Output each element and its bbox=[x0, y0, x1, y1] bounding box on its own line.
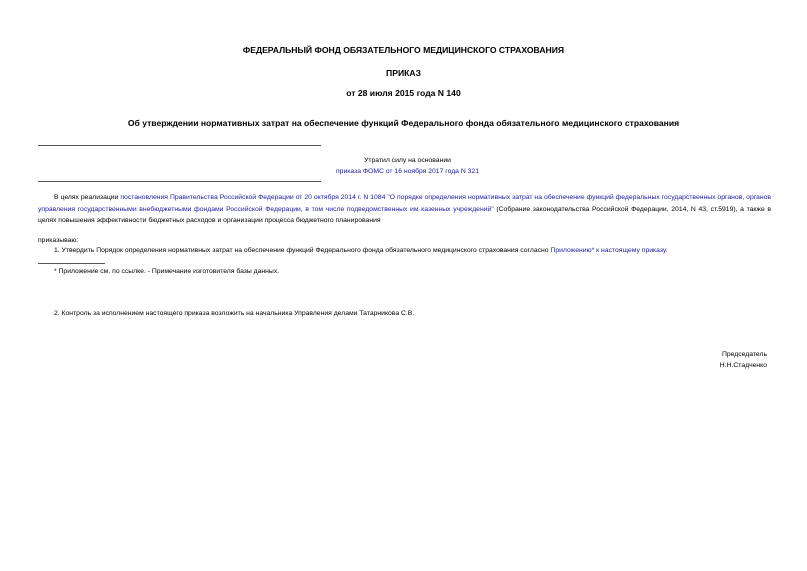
footnote: * Приложение см. по ссылке. - Примечание изготовителя базы данных. bbox=[54, 268, 280, 275]
signatory-name: Н.Н.Стадченко bbox=[719, 362, 767, 369]
signatory-position: Председатель bbox=[722, 351, 767, 358]
preamble-decree-link[interactable]: постановления Правительства Российской Федерации от 20 октября 2014 г. N 1084 "О порядке определения нормативных затрат на обеспечение функций федеральных государственных органов, органов управления государственными внебюджетными фондами Российской Федерации, в том числе подведомственных им казенных учреждений" bbox=[38, 194, 771, 213]
document-type: ПРИКАЗ bbox=[386, 68, 421, 78]
separator-top bbox=[38, 145, 321, 146]
status-note-text: Утратил силу на основании bbox=[364, 157, 451, 164]
appendix-link[interactable]: Приложению* к настоящему приказу bbox=[550, 247, 666, 254]
preamble-text-end: (Собрание законодательства Российской Федерации, 2014, N 43, ст.5919), а также в целях повышения эффективности бюджетных расходов и организации процесса бюджетного планирования bbox=[38, 205, 771, 224]
order-item-1-end: . bbox=[665, 247, 668, 254]
order-word: приказываю: bbox=[38, 237, 79, 244]
document-date-number: от 28 июля 2015 года N 140 bbox=[346, 88, 461, 98]
preamble-text-start: В целях реализации bbox=[54, 194, 121, 201]
signature-block bbox=[720, 349, 767, 371]
order-item-1-text: 1. Утвердить Порядок определения нормативных затрат на обеспечение функций Федерального фонда обязательного медицинского страхования согласно bbox=[54, 247, 551, 254]
separator-bottom bbox=[38, 181, 321, 182]
preamble-paragraph bbox=[38, 192, 771, 227]
organization-name: ФЕДЕРАЛЬНЫЙ ФОНД ОБЯЗАТЕЛЬНОГО МЕДИЦИНСКОГО СТРАХОВАНИЯ bbox=[242, 45, 565, 55]
status-note bbox=[322, 155, 493, 177]
status-note-link[interactable]: приказа ФОМС от 16 ноября 2017 года N 321 bbox=[336, 168, 479, 175]
footnote-separator bbox=[38, 263, 105, 264]
order-item-2: 2. Контроль за исполнением настоящего приказа возложить на начальника Управления делами Татарникова С.В. bbox=[54, 310, 415, 317]
document-title: Об утверждении нормативных затрат на обеспечение функций Федерального фонда обязательного медицинского страхования bbox=[127, 118, 680, 128]
order-item-1 bbox=[54, 245, 668, 256]
